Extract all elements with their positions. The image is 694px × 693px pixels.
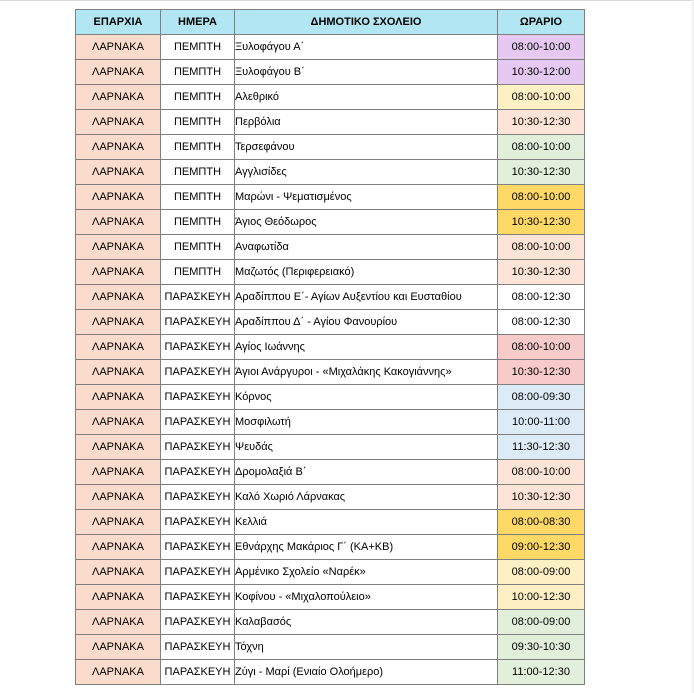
- day-cell: ΠΑΡΑΣΚΕΥΗ: [161, 360, 235, 385]
- school-cell: Αλεθρικό: [235, 85, 498, 110]
- time-cell: 08:00-09:00: [498, 610, 585, 635]
- school-cell: Εθνάρχης Μακάριος Γ΄ (ΚΑ+ΚΒ): [235, 535, 498, 560]
- day-cell: ΠΕΜΠΤΗ: [161, 260, 235, 285]
- school-cell: Αγγλισίδες: [235, 160, 498, 185]
- school-cell: Άγιοι Ανάργυροι - «Μιχαλάκης Κακογιάννης»: [235, 360, 498, 385]
- time-cell: 10:30-12:30: [498, 360, 585, 385]
- district-cell: ΛΑΡΝΑΚΑ: [76, 160, 161, 185]
- school-cell: Τόχνη: [235, 635, 498, 660]
- table-row: [76, 310, 585, 335]
- day-cell: ΠΕΜΠΤΗ: [161, 160, 235, 185]
- district-cell: ΛΑΡΝΑΚΑ: [76, 60, 161, 85]
- district-cell: ΛΑΡΝΑΚΑ: [76, 635, 161, 660]
- time-cell: 10:30-12:30: [498, 210, 585, 235]
- table-header-row: [76, 10, 585, 35]
- header-time: ΩΡΑΡΙΟ: [498, 10, 585, 35]
- school-cell: Αραδίππου Δ΄ - Αγίου Φανουρίου: [235, 310, 498, 335]
- day-cell: ΠΕΜΠΤΗ: [161, 185, 235, 210]
- district-cell: ΛΑΡΝΑΚΑ: [76, 485, 161, 510]
- district-cell: ΛΑΡΝΑΚΑ: [76, 460, 161, 485]
- district-cell: ΛΑΡΝΑΚΑ: [76, 610, 161, 635]
- district-cell: ΛΑΡΝΑΚΑ: [76, 435, 161, 460]
- school-cell: Μαζωτός (Περιφερειακό): [235, 260, 498, 285]
- district-cell: ΛΑΡΝΑΚΑ: [76, 35, 161, 60]
- district-cell: ΛΑΡΝΑΚΑ: [76, 335, 161, 360]
- day-cell: ΠΑΡΑΣΚΕΥΗ: [161, 585, 235, 610]
- school-cell: Μοσφιλωτή: [235, 410, 498, 435]
- table-row: [76, 560, 585, 585]
- school-cell: Αρμένικο Σχολείο «Ναρέκ»: [235, 560, 498, 585]
- time-cell: 08:00-10:00: [498, 335, 585, 360]
- time-cell: 08:00-10:00: [498, 135, 585, 160]
- district-cell: ΛΑΡΝΑΚΑ: [76, 535, 161, 560]
- district-cell: ΛΑΡΝΑΚΑ: [76, 510, 161, 535]
- district-cell: ΛΑΡΝΑΚΑ: [76, 235, 161, 260]
- table-row: [76, 160, 585, 185]
- table-row: [76, 435, 585, 460]
- schedule-table: [75, 9, 585, 685]
- day-cell: ΠΕΜΠΤΗ: [161, 60, 235, 85]
- day-cell: ΠΑΡΑΣΚΕΥΗ: [161, 385, 235, 410]
- time-cell: 11:00-12:30: [498, 660, 585, 685]
- header-day: ΗΜΕΡΑ: [161, 10, 235, 35]
- school-cell: Κελλιά: [235, 510, 498, 535]
- school-cell: Ξυλοφάγου Α΄: [235, 35, 498, 60]
- school-cell: Αραδίππου Ε΄- Αγίων Αυξεντίου και Ευσταθίου: [235, 285, 498, 310]
- time-cell: 10:00-11:00: [498, 410, 585, 435]
- district-cell: ΛΑΡΝΑΚΑ: [76, 585, 161, 610]
- school-cell: Μαρώνι - Ψεματισμένος: [235, 185, 498, 210]
- time-cell: 08:00-09:00: [498, 560, 585, 585]
- time-cell: 08:00-10:00: [498, 35, 585, 60]
- table-row: [76, 110, 585, 135]
- table-row: [76, 235, 585, 260]
- day-cell: ΠΑΡΑΣΚΕΥΗ: [161, 635, 235, 660]
- school-cell: Δρομολαξιά Β΄: [235, 460, 498, 485]
- day-cell: ΠΕΜΠΤΗ: [161, 85, 235, 110]
- district-cell: ΛΑΡΝΑΚΑ: [76, 110, 161, 135]
- district-cell: ΛΑΡΝΑΚΑ: [76, 285, 161, 310]
- page-top-edge: [0, 0, 694, 1]
- day-cell: ΠΑΡΑΣΚΕΥΗ: [161, 560, 235, 585]
- day-cell: ΠΑΡΑΣΚΕΥΗ: [161, 510, 235, 535]
- table-row: [76, 360, 585, 385]
- district-cell: ΛΑΡΝΑΚΑ: [76, 385, 161, 410]
- table-row: [76, 585, 585, 610]
- school-cell: Αγίος Ιωάννης: [235, 335, 498, 360]
- district-cell: ΛΑΡΝΑΚΑ: [76, 135, 161, 160]
- table-row: [76, 660, 585, 685]
- table-row: [76, 85, 585, 110]
- time-cell: 08:00-10:00: [498, 185, 585, 210]
- table-row: [76, 185, 585, 210]
- school-cell: Αναφωτίδα: [235, 235, 498, 260]
- time-cell: 09:00-12:30: [498, 535, 585, 560]
- day-cell: ΠΑΡΑΣΚΕΥΗ: [161, 660, 235, 685]
- school-cell: Κοφίνου - «Μιχαλοπούλειο»: [235, 585, 498, 610]
- school-cell: Άγιος Θεόδωρος: [235, 210, 498, 235]
- table-row: [76, 385, 585, 410]
- day-cell: ΠΑΡΑΣΚΕΥΗ: [161, 410, 235, 435]
- district-cell: ΛΑΡΝΑΚΑ: [76, 260, 161, 285]
- day-cell: ΠΑΡΑΣΚΕΥΗ: [161, 610, 235, 635]
- day-cell: ΠΕΜΠΤΗ: [161, 135, 235, 160]
- day-cell: ΠΑΡΑΣΚΕΥΗ: [161, 310, 235, 335]
- table-row: [76, 510, 585, 535]
- time-cell: 08:00-10:00: [498, 460, 585, 485]
- table-row: [76, 135, 585, 160]
- district-cell: ΛΑΡΝΑΚΑ: [76, 660, 161, 685]
- time-cell: 08:00-10:00: [498, 235, 585, 260]
- table-row: [76, 485, 585, 510]
- time-cell: 10:30-12:30: [498, 260, 585, 285]
- table-body: [76, 35, 585, 685]
- day-cell: ΠΑΡΑΣΚΕΥΗ: [161, 535, 235, 560]
- day-cell: ΠΑΡΑΣΚΕΥΗ: [161, 485, 235, 510]
- table-row: [76, 285, 585, 310]
- time-cell: 11:30-12:30: [498, 435, 585, 460]
- header-school: ΔΗΜΟΤΙΚΟ ΣΧΟΛΕΙΟ: [235, 10, 498, 35]
- day-cell: ΠΕΜΠΤΗ: [161, 35, 235, 60]
- day-cell: ΠΑΡΑΣΚΕΥΗ: [161, 435, 235, 460]
- district-cell: ΛΑΡΝΑΚΑ: [76, 360, 161, 385]
- time-cell: 08:00-08:30: [498, 510, 585, 535]
- table-row: [76, 635, 585, 660]
- district-cell: ΛΑΡΝΑΚΑ: [76, 310, 161, 335]
- header-district: ΕΠΑΡΧΙΑ: [76, 10, 161, 35]
- district-cell: ΛΑΡΝΑΚΑ: [76, 85, 161, 110]
- day-cell: ΠΑΡΑΣΚΕΥΗ: [161, 460, 235, 485]
- school-cell: Ψευδάς: [235, 435, 498, 460]
- time-cell: 10:30-12:30: [498, 110, 585, 135]
- table-row: [76, 535, 585, 560]
- school-cell: Περβόλια: [235, 110, 498, 135]
- day-cell: ΠΑΡΑΣΚΕΥΗ: [161, 335, 235, 360]
- day-cell: ΠΑΡΑΣΚΕΥΗ: [161, 285, 235, 310]
- table-row: [76, 460, 585, 485]
- school-cell: Ζύγι - Μαρί (Ενιαίο Ολοήμερο): [235, 660, 498, 685]
- district-cell: ΛΑΡΝΑΚΑ: [76, 410, 161, 435]
- district-cell: ΛΑΡΝΑΚΑ: [76, 560, 161, 585]
- table-row: [76, 610, 585, 635]
- time-cell: 08:00-09:30: [498, 385, 585, 410]
- school-cell: Τερσεφάνου: [235, 135, 498, 160]
- time-cell: 10:30-12:30: [498, 160, 585, 185]
- day-cell: ΠΕΜΠΤΗ: [161, 210, 235, 235]
- time-cell: 09:30-10:30: [498, 635, 585, 660]
- table-row: [76, 35, 585, 60]
- time-cell: 10:00-12:30: [498, 585, 585, 610]
- day-cell: ΠΕΜΠΤΗ: [161, 110, 235, 135]
- day-cell: ΠΕΜΠΤΗ: [161, 235, 235, 260]
- table-row: [76, 335, 585, 360]
- school-cell: Ξυλοφάγου Β΄: [235, 60, 498, 85]
- school-cell: Κόρνος: [235, 385, 498, 410]
- school-cell: Καλαβασός: [235, 610, 498, 635]
- table-row: [76, 260, 585, 285]
- district-cell: ΛΑΡΝΑΚΑ: [76, 185, 161, 210]
- table-row: [76, 60, 585, 85]
- table-row: [76, 410, 585, 435]
- district-cell: ΛΑΡΝΑΚΑ: [76, 210, 161, 235]
- time-cell: 08:00-12:30: [498, 310, 585, 335]
- time-cell: 08:00-12:30: [498, 285, 585, 310]
- school-cell: Καλό Χωριό Λάρνακας: [235, 485, 498, 510]
- table-row: [76, 210, 585, 235]
- time-cell: 10:30-12:00: [498, 60, 585, 85]
- time-cell: 10:30-12:30: [498, 485, 585, 510]
- time-cell: 08:00-10:00: [498, 85, 585, 110]
